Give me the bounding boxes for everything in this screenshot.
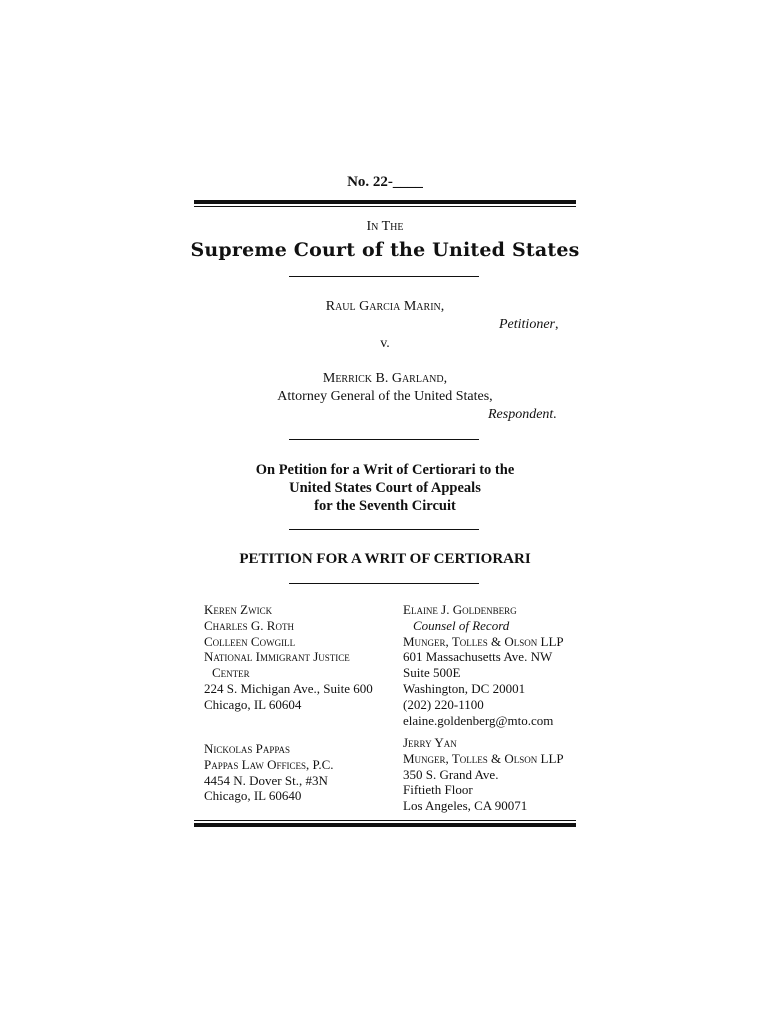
counsel-org: Munger, Tolles & Olson LLP xyxy=(403,633,564,649)
respondent-role: Respondent. xyxy=(488,407,557,422)
divider xyxy=(289,529,479,530)
petition-line-1: On Petition for a Writ of Certiorari to the xyxy=(255,462,515,478)
petition-line-3: for the Seventh Circuit xyxy=(314,498,456,514)
petitioner-name: Raul Garcia Marin, xyxy=(325,299,445,314)
counsel-org: Center xyxy=(212,665,250,681)
petitioner-role-text: Petitioner xyxy=(499,317,555,332)
in-the-heading: In The xyxy=(366,219,404,234)
counsel-suite: Suite 500E xyxy=(403,665,461,681)
bottom-divider xyxy=(194,820,576,827)
counsel-name: Jerry Yan xyxy=(403,735,457,750)
counsel-name: Charles G. Roth xyxy=(204,617,294,633)
counsel-left-1 xyxy=(204,602,373,713)
divider xyxy=(289,583,479,584)
counsel-name: Elaine J. Goldenberg xyxy=(403,602,517,617)
respondent-title: Attorney General of the United States, xyxy=(277,389,493,404)
counsel-city: Chicago, IL 60640 xyxy=(204,788,302,804)
counsel-org: National Immigrant Justice xyxy=(204,649,350,665)
top-divider xyxy=(194,200,576,207)
counsel-left-2 xyxy=(204,741,334,804)
counsel-address: 4454 N. Dover St., #3N xyxy=(204,772,328,788)
docket-number: No. 22-____ xyxy=(347,174,423,190)
counsel-address: 224 S. Michigan Ave., Suite 600 xyxy=(204,680,373,696)
versus: v. xyxy=(380,336,390,351)
counsel-right-2 xyxy=(403,735,564,814)
counsel-of-record: Counsel of Record xyxy=(413,617,510,633)
counsel-address: 601 Massachusetts Ave. NW xyxy=(403,649,553,665)
petition-line-2: United States Court of Appeals xyxy=(289,480,481,496)
counsel-city: Washington, DC 20001 xyxy=(403,680,526,696)
petitioner-role: Petitioner, xyxy=(499,317,559,332)
counsel-name: Colleen Cowgill xyxy=(204,633,296,649)
counsel-org: Pappas Law Offices, P.C. xyxy=(204,756,334,772)
counsel-org: Munger, Tolles & Olson LLP xyxy=(403,750,564,766)
petition-caption xyxy=(0,461,770,515)
counsel-phone: (202) 220-1100 xyxy=(403,696,484,712)
counsel-city: Chicago, IL 60604 xyxy=(204,696,302,712)
counsel-name: Keren Zwick xyxy=(204,602,273,617)
divider xyxy=(289,276,479,277)
document-title: PETITION FOR A WRIT OF CERTIORARI xyxy=(239,551,531,567)
counsel-address: 350 S. Grand Ave. xyxy=(403,766,499,782)
court-name: Supreme Court of the United States xyxy=(190,239,580,261)
counsel-right-1 xyxy=(403,602,564,728)
counsel-city: Los Angeles, CA 90071 xyxy=(403,798,528,814)
counsel-name: Nickolas Pappas xyxy=(204,741,291,756)
divider xyxy=(289,439,479,440)
respondent-name: Merrick B. Garland, xyxy=(322,371,448,386)
counsel-email: elaine.goldenberg@mto.com xyxy=(403,712,554,728)
counsel-floor: Fiftieth Floor xyxy=(403,782,473,798)
